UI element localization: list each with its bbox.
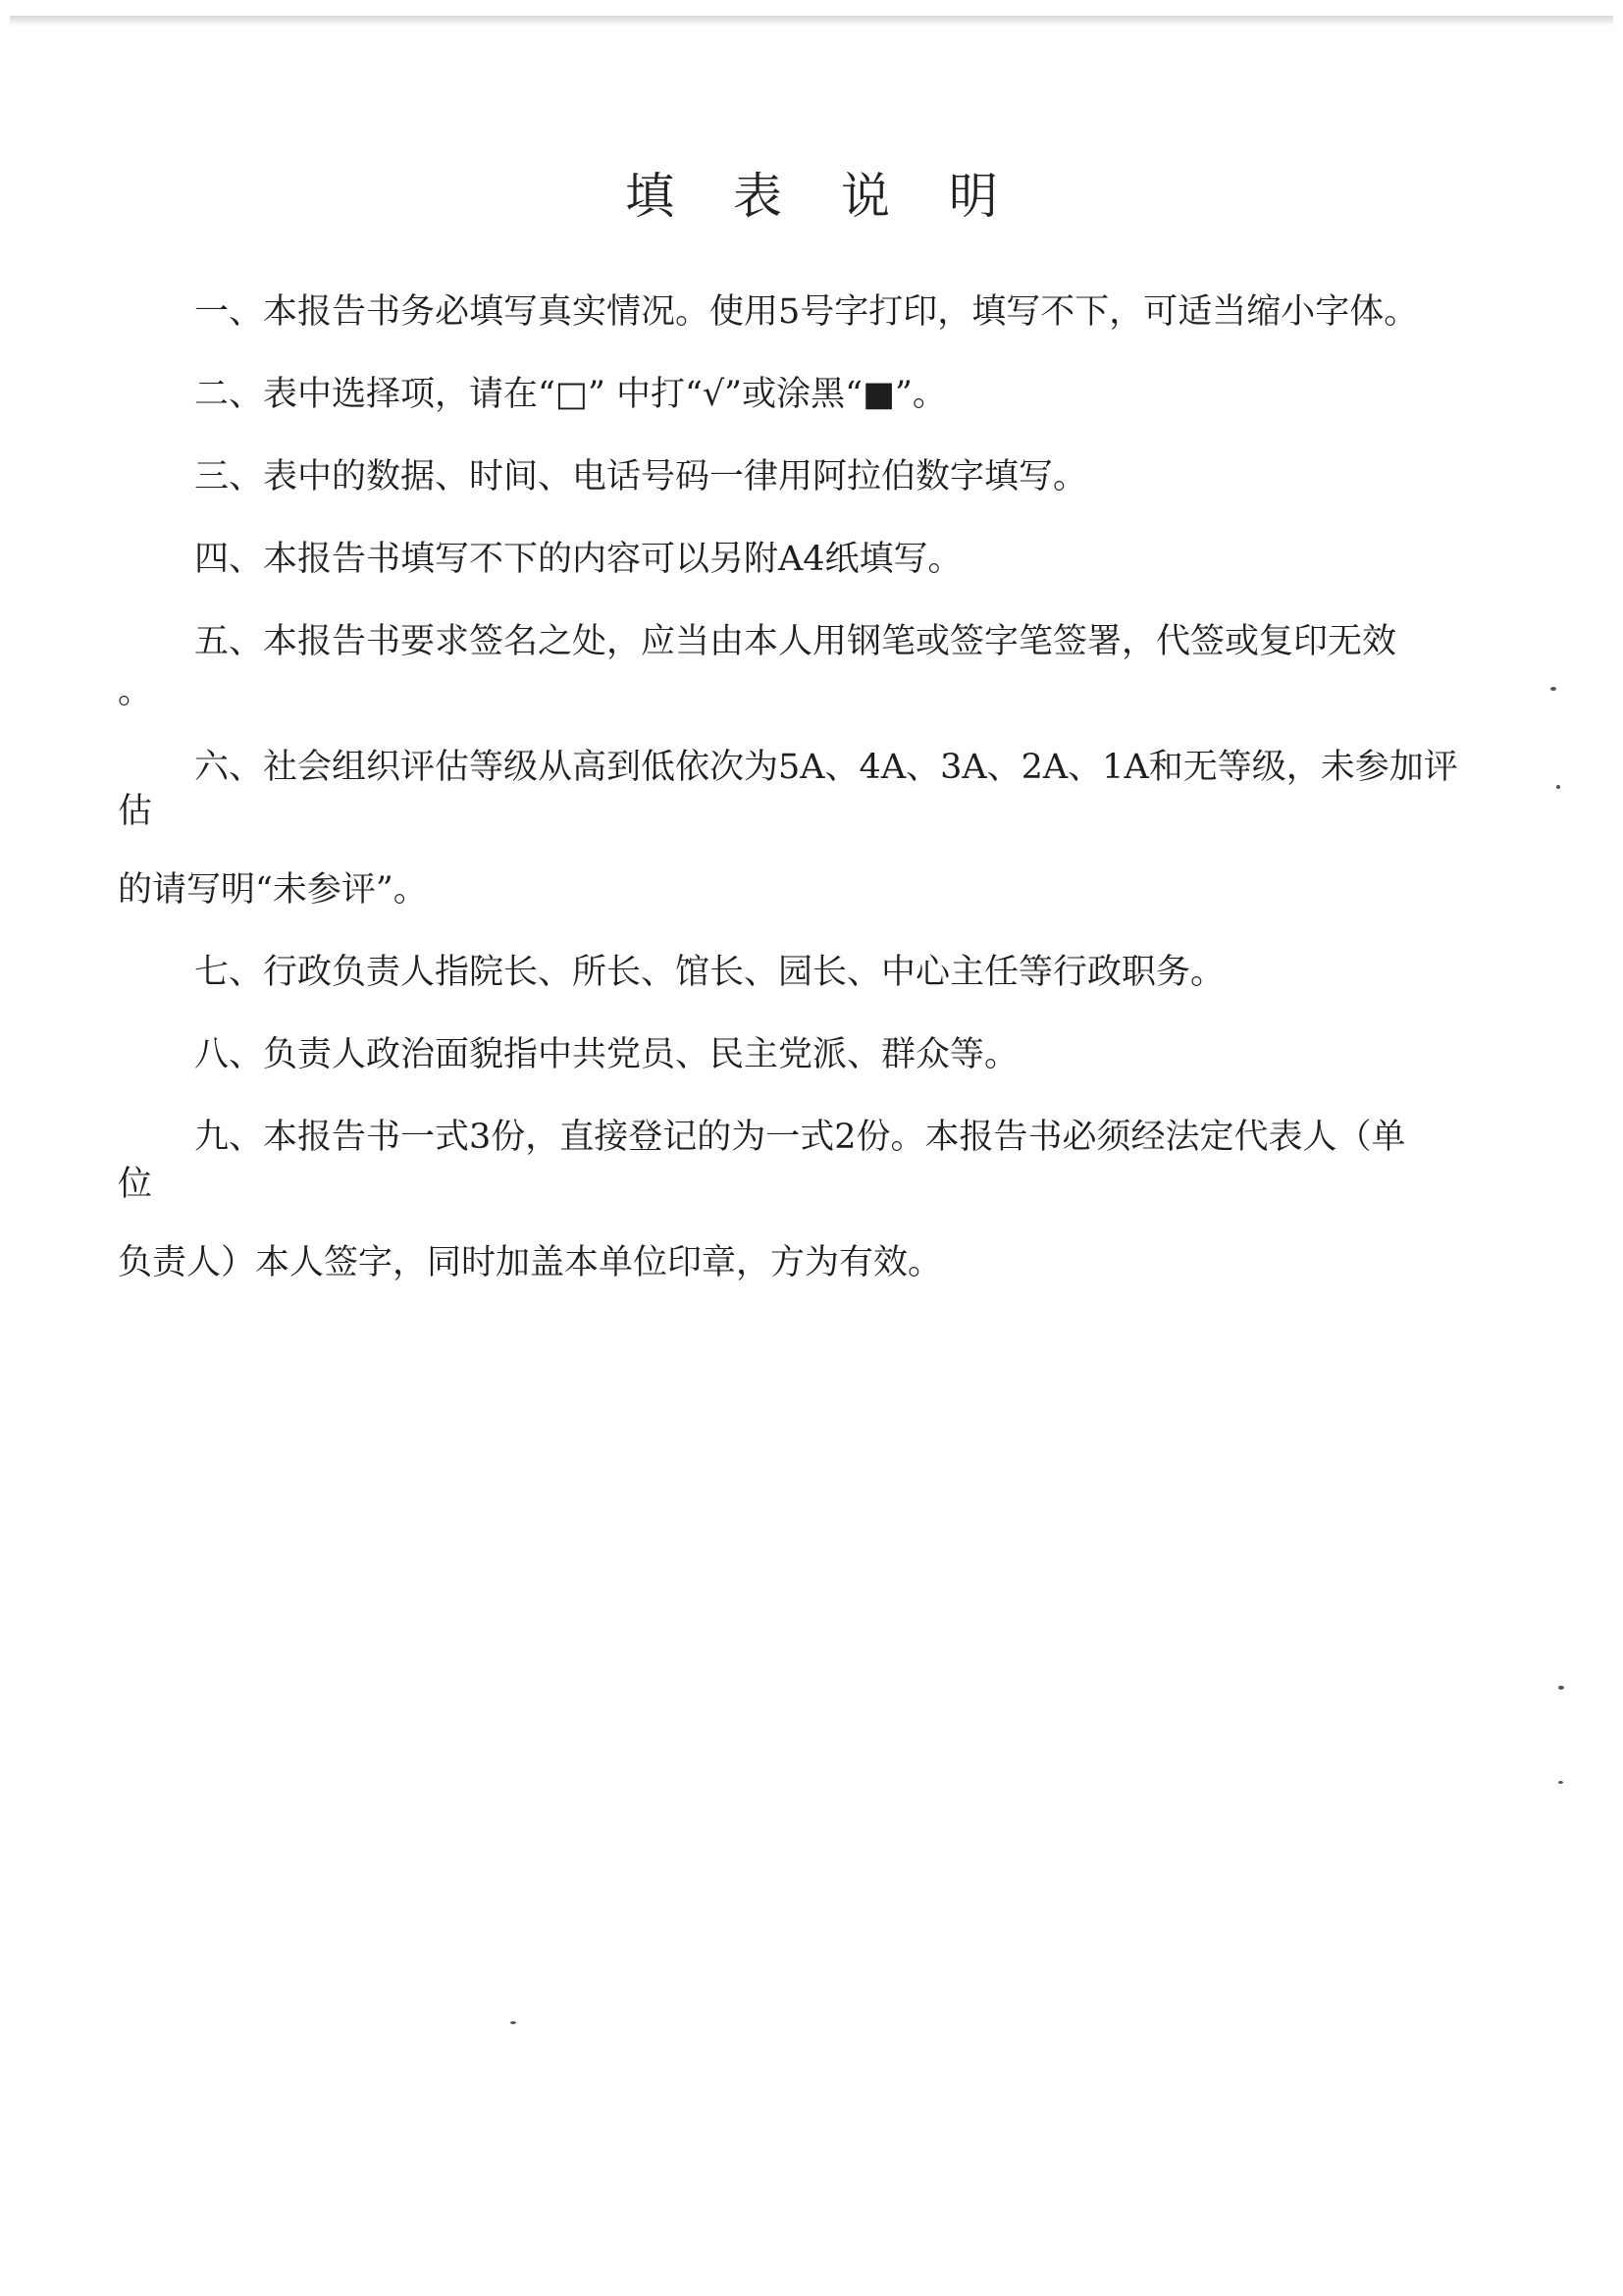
scan-speck [1556,785,1560,789]
instruction-5-wrap: 。 [118,672,153,711]
scan-top-edge [10,16,1613,26]
instruction-8: 八、负责人政治面貌指中共党员、民主党派、群众等。 [194,1035,1020,1074]
instruction-7: 七、行政负责人指院长、所长、馆长、园长、中心主任等行政职务。 [194,953,1226,992]
instruction-9: 九、本报告书一式3份，直接登记的为一式2份。本报告书必须经法定代表人（单 [194,1118,1406,1157]
instruction-6-wrap: 估 [118,792,153,831]
page-title: 填 表 说 明 [625,168,1020,225]
instruction-9-continued: 负责人）本人签字，同时加盖本单位印章，方为有效。 [118,1243,943,1282]
instruction-4: 四、本报告书填写不下的内容可以另附A4纸填写。 [194,540,963,579]
scan-speck [1558,1781,1563,1784]
instruction-1: 一、本报告书务必填写真实情况。使用5号字打印，填写不下，可适当缩小字体。 [194,292,1419,332]
instruction-5: 五、本报告书要求签名之处，应当由本人用钢笔或签字笔签署，代签或复印无效 [194,622,1397,661]
instruction-3: 三、表中的数据、时间、电话号码一律用阿拉伯数字填写。 [194,457,1088,496]
scan-speck [1550,687,1556,691]
instruction-2: 二、表中选择项，请在“□” 中打“√”或涂黑“■”。 [194,375,947,414]
scan-speck [1558,1686,1564,1690]
instruction-6-continued: 的请写明“未参评”。 [118,870,428,910]
instruction-9-wrap: 位 [118,1165,153,1204]
scan-speck [510,2021,516,2024]
instruction-6: 六、社会组织评估等级从高到低依次为5A、4A、3A、2A、1A和无等级，未参加评 [194,748,1458,787]
